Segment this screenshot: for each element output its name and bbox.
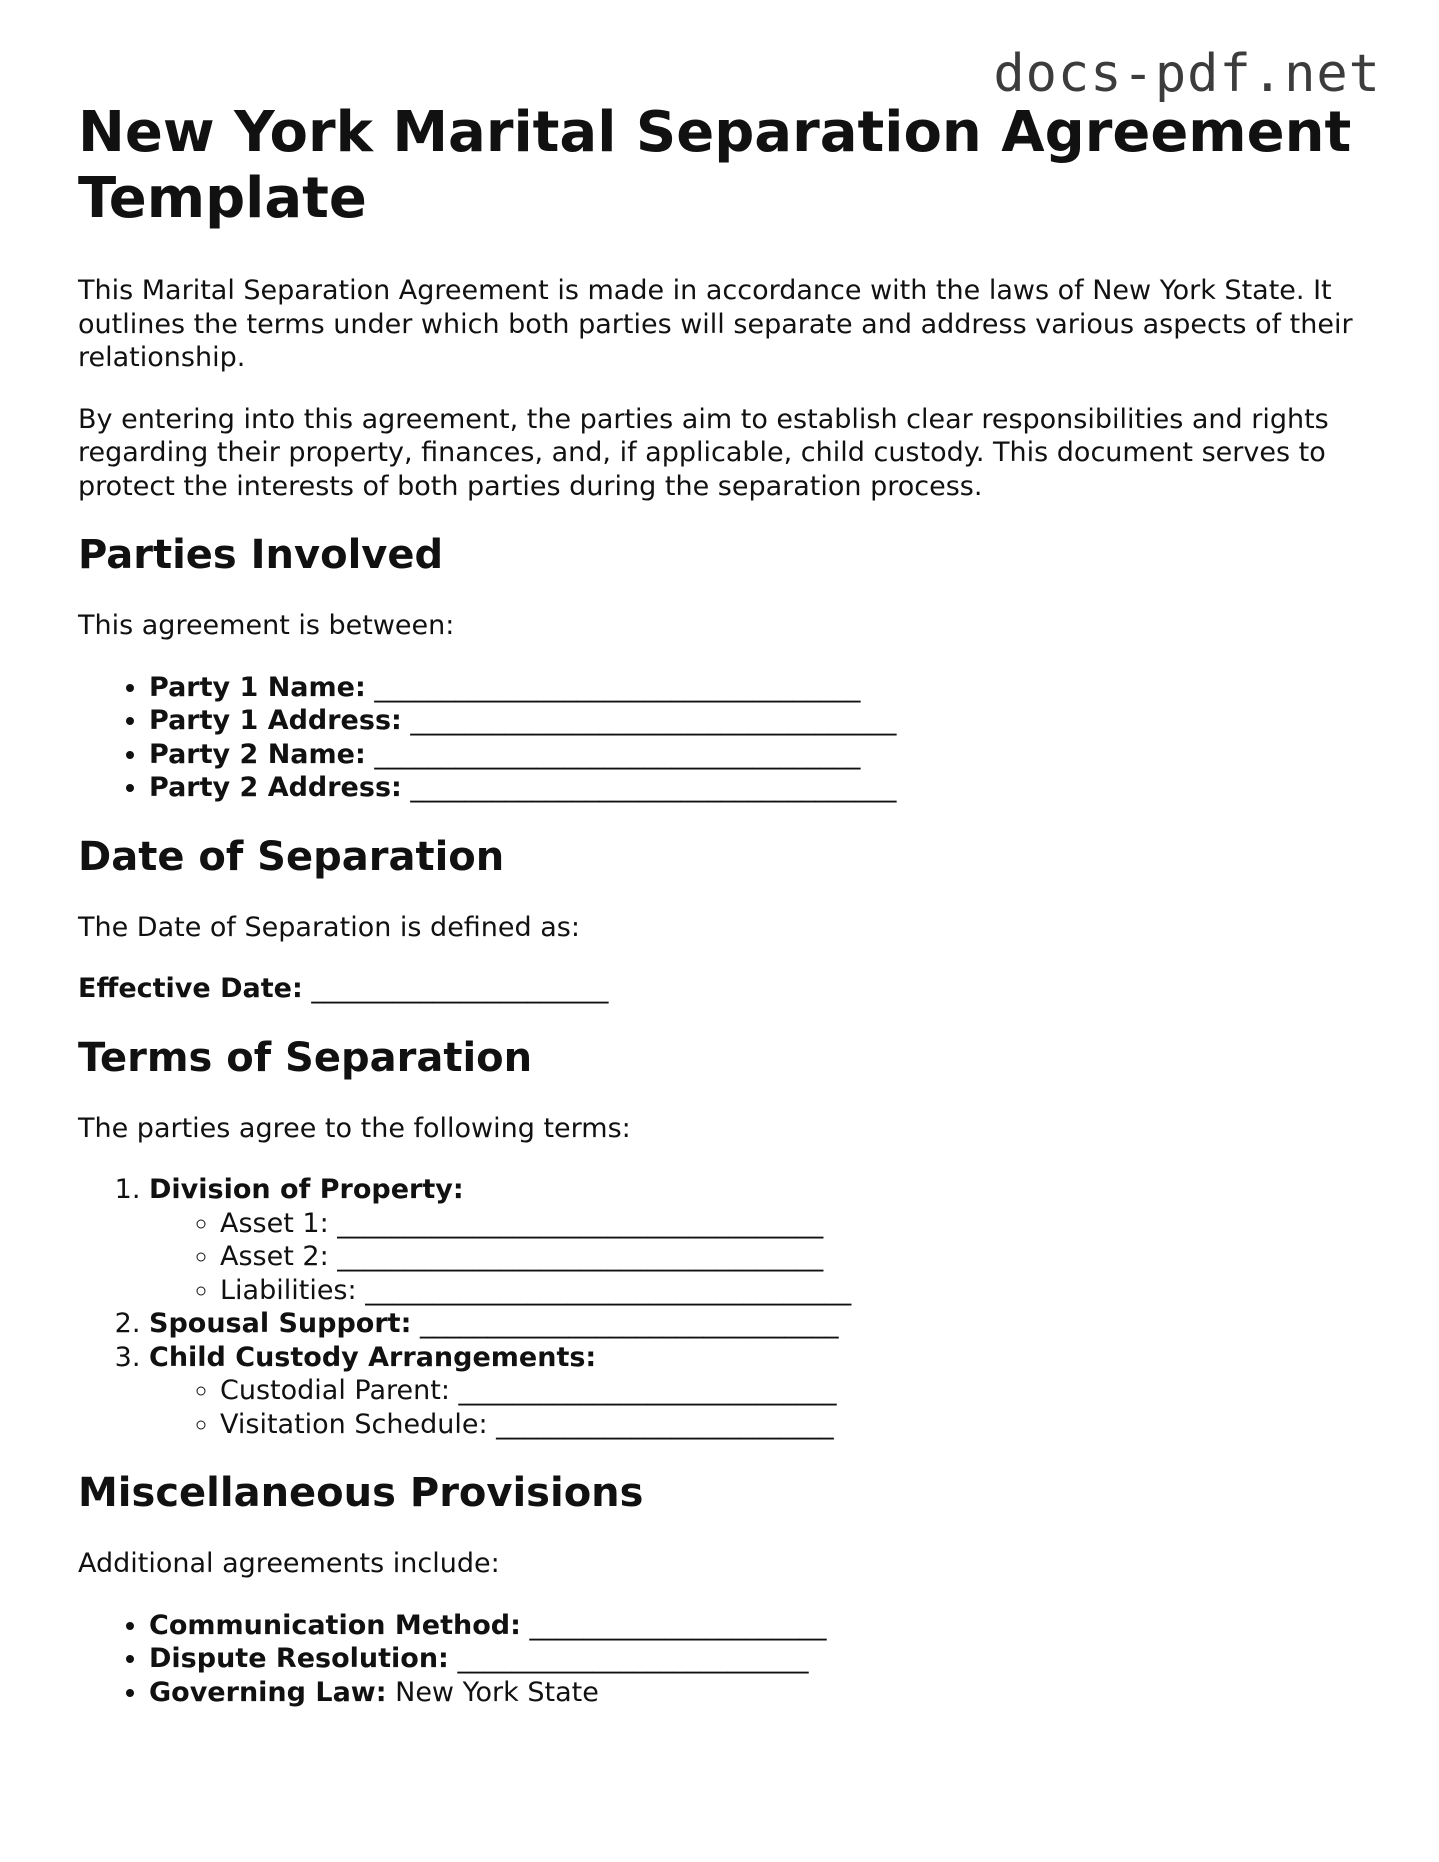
page-title: New York Marital Separation Agreement Template: [78, 100, 1352, 231]
field-label: Dispute Resolution:: [149, 1643, 449, 1674]
field-label: Party 2 Name:: [149, 738, 366, 770]
effective-date-line: [78, 972, 1368, 1006]
terms-list: [78, 1173, 1368, 1441]
parties-lead: This agreement is between:: [78, 610, 455, 641]
blank-field[interactable]: _______________________________: [419, 1308, 839, 1339]
field-value: New York State: [395, 1676, 599, 1708]
list-item: [220, 1274, 1368, 1308]
section-heading-date: Date of Separation: [78, 833, 505, 880]
list-item: [149, 1609, 1368, 1643]
intro-paragraph-1: This Marital Separation Agreement is made in accordance with the laws of New York State. It outlines the terms under which both parties will separate and address various aspects of their relationship.: [78, 275, 1353, 373]
list-item: [149, 671, 1368, 705]
section-heading-parties: Parties Involved: [78, 532, 444, 578]
field-label: Governing Law:: [149, 1676, 387, 1708]
field-label: Party 2 Address:: [149, 772, 402, 803]
parties-list: [78, 671, 1368, 805]
field-label: Asset 2:: [220, 1241, 329, 1272]
sub-list: [149, 1207, 1368, 1308]
blank-field[interactable]: ____________________________________: [410, 705, 897, 736]
list-item: [220, 1240, 1368, 1274]
list-item: [149, 1676, 1368, 1710]
blank-field[interactable]: ____________________________________: [410, 772, 897, 803]
section-heading-misc: Miscellaneous Provisions: [78, 1470, 644, 1516]
sub-list: [149, 1374, 1368, 1441]
blank-field[interactable]: ____________________________________: [374, 671, 861, 703]
list-item: [149, 1642, 1368, 1676]
blank-field[interactable]: ______________________: [529, 1609, 827, 1641]
section-heading-terms: Terms of Separation: [78, 1034, 533, 1081]
date-lead: The Date of Separation is defined as:: [78, 911, 580, 943]
field-label: Communication Method:: [149, 1609, 521, 1641]
blank-field[interactable]: ____________________________: [458, 1375, 837, 1406]
field-label: Liabilities:: [220, 1274, 357, 1306]
field-label: Spousal Support:: [149, 1308, 412, 1339]
list-item: [220, 1408, 1368, 1442]
list-item: [149, 1173, 1368, 1307]
blank-field[interactable]: ____________________________________: [374, 738, 861, 770]
field-label: Party 1 Name:: [149, 671, 366, 703]
watermark: docs-pdf.net: [993, 44, 1381, 104]
list-item: [220, 1207, 1368, 1241]
misc-list: [78, 1609, 1368, 1710]
blank-field[interactable]: ____________________________________: [337, 1207, 824, 1239]
field-label: Effective Date:: [78, 973, 303, 1004]
list-item: [149, 771, 1368, 805]
blank-field[interactable]: ______________________: [311, 973, 609, 1004]
intro-paragraph-2: By entering into this agreement, the parties aim to establish clear responsibilities and rights regarding their property, finances, and, if applicable, child custody. This document serves to protect the interests of both parties during the separation process.: [78, 403, 1329, 502]
field-label: Custodial Parent:: [220, 1375, 450, 1406]
blank-field[interactable]: _________________________: [496, 1408, 834, 1440]
terms-lead: The parties agree to the following terms:: [78, 1112, 631, 1144]
blank-field[interactable]: ____________________________________: [365, 1274, 852, 1306]
document-page: [78, 100, 1368, 1737]
field-label: Visitation Schedule:: [220, 1408, 488, 1440]
field-label: Division of Property:: [149, 1174, 464, 1205]
field-label: Child Custody Arrangements:: [149, 1341, 597, 1373]
field-label: Asset 1:: [220, 1207, 329, 1239]
blank-field[interactable]: __________________________: [457, 1643, 809, 1674]
list-item: [149, 1307, 1368, 1341]
field-label: Party 1 Address:: [149, 705, 402, 736]
list-item: [149, 704, 1368, 738]
list-item: [149, 738, 1368, 772]
blank-field[interactable]: ____________________________________: [337, 1241, 824, 1272]
misc-lead: Additional agreements include:: [78, 1548, 500, 1579]
list-item: [220, 1374, 1368, 1408]
list-item: [149, 1341, 1368, 1442]
